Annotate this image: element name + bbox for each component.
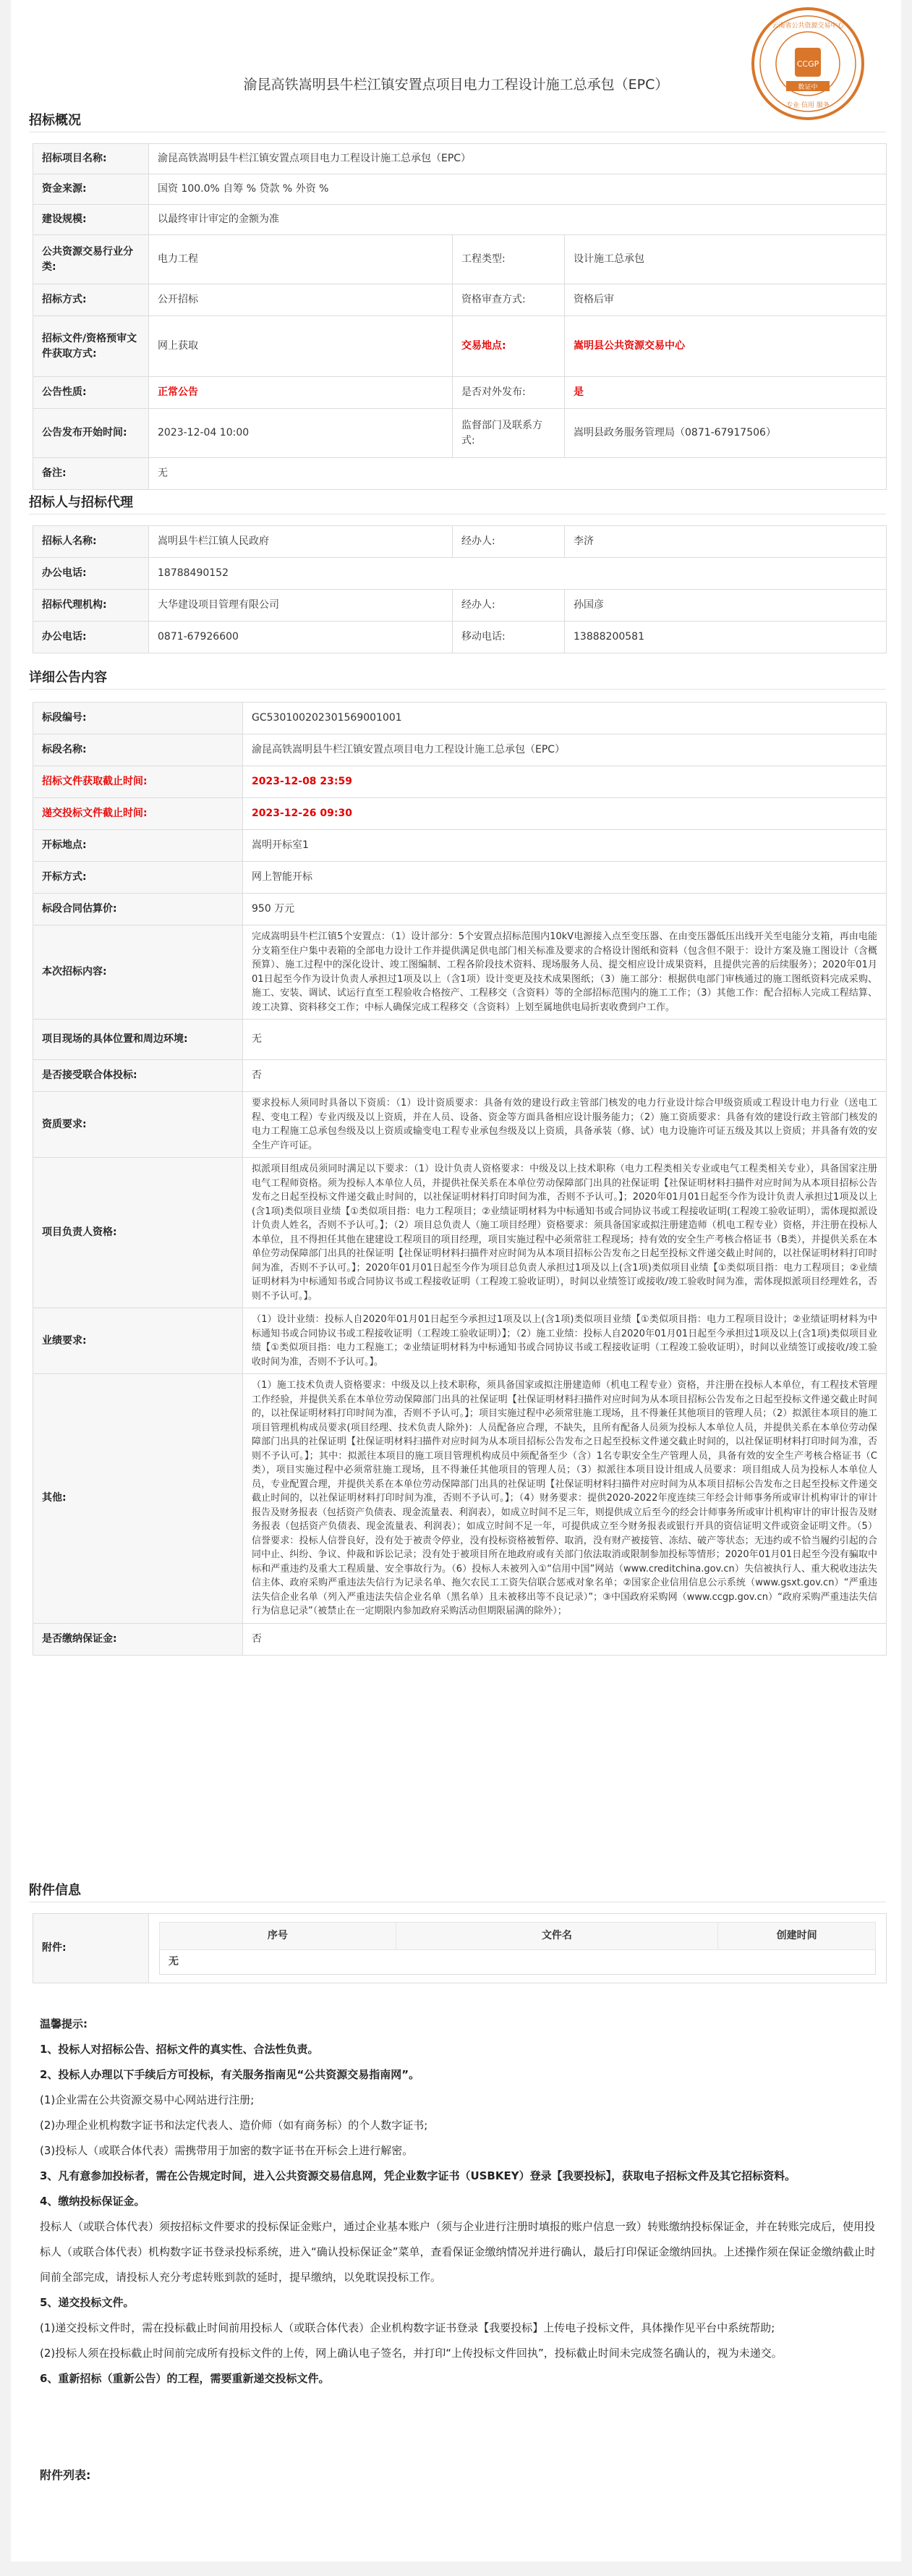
funding-label: 资金来源:	[33, 174, 149, 205]
method-label: 招标方式:	[33, 284, 149, 316]
tips-line: 1、投标人对招标公告、招标文件的真实性、合法性负责。	[40, 2043, 319, 2056]
phone-value: 18788490152	[149, 558, 887, 590]
content-value: 完成嵩明县牛栏江镇5个安置点：（1）设计部分：5个安置点招标范围内10kV电源接入点至变压器、在由变压器低压出线开关至电能分支箱，再由电能分支箱至住户集中表箱的全部电力设计工作并提供满足供电部门相关标准及要求的合格设计图纸和资料（包含但不限于：设计方案及施工图设计（含概预算）、施工过程中的深化设计、竣工图编制、工程各阶段技术资料、现场服务人员、提交相应设计成果资料，且提供完善的后续服务）；2020年01月01日起至今作为设计负责人承担过1项及以上（含1项）设计变更及技术成果图纸；（3）施工部分：根据供电部门审核通过的施工图纸资料完成采购、施工、安装、调试、试运行直至工程验收合格按产、工程移交（含资料）等的全部招标范围内的施工工作；（3）其他工作：配合招标人完成工程结算、竣工决算、资料移交工作；中标人确保完成工程移交（含资料）上划至属地供电局折衷收费到户工作。	[243, 925, 887, 1020]
section-title-overview: 招标概况	[29, 113, 81, 128]
details-table	[33, 702, 887, 1656]
agent-handler-value: 孙国彦	[565, 590, 887, 622]
category-label: 公共资源交易行业分类:	[33, 235, 149, 284]
code-label: 标段编号:	[33, 703, 243, 734]
performance-value: （1）设计业绩：投标人自2020年01月01日起至今承担过1项及以上(含1项)类似项目业绩【①类似项目指：电力工程项目设计；②业绩证明材料为中标通知书或合同协议书或工程接收证明（工程竣工验收证明）】；（2）施工业绩：投标人自2020年01月01日起至今承担过1项及以上(含1项)类似项目业绩【①类似项目指：电力工程施工；②业绩证明材料为中标通知书或合同协议书或工程接收证明（工程竣工验收证明），时间以业绩签订或接收/竣工验收时间为准，否则不予认可。】。	[243, 1308, 887, 1374]
margin-value: 否	[243, 1623, 887, 1655]
estimate-value: 950 万元	[243, 894, 887, 925]
tips-block	[40, 2012, 879, 2391]
agent-phone-value: 0871-67926600	[149, 622, 453, 653]
tips-line: 4、缴纳投标保证金。	[40, 2195, 145, 2208]
deadline-submit-value: 2023-12-26 09:30	[243, 798, 887, 830]
handler-value: 李济	[565, 526, 887, 558]
seal-center-text: CCGP	[796, 59, 819, 69]
deadline-submit-label: 递交投标文件截止时间:	[33, 798, 243, 830]
tips-line: (2)办理企业机构数字证书和法定代表人、造价师（如有商务标）的个人数字证书;	[40, 2119, 428, 2132]
supervisor-value: 嵩明县政务服务管理局（0871-67917506）	[565, 409, 887, 458]
review-value: 资格后审	[565, 284, 887, 316]
open-method-value: 网上智能开标	[243, 862, 887, 894]
tips-line: (3)投标人（或联合体代表）需携带用于加密的数字证书在开标会上进行解密。	[40, 2144, 414, 2157]
section-name-value: 渝昆高铁嵩明县牛栏江镇安置点项目电力工程设计施工总承包（EPC）	[243, 734, 887, 766]
tips-line: (1)递交投标文件时，需在投标截止时间前用投标人（或联合体代表）企业机构数字证书登录【我要投标】上传电子投标文件，具体操作见平台中系统帮助;	[40, 2321, 775, 2334]
agent-phone-label: 办公电话:	[33, 622, 149, 653]
obtain-label: 招标文件/资格预审文件获取方式:	[33, 316, 149, 377]
phone-label: 办公电话:	[33, 558, 149, 590]
agent-label: 招标代理机构:	[33, 590, 149, 622]
publish-time-value: 2023-12-04 10:00	[149, 409, 453, 458]
agent-handler-label: 经办人:	[453, 590, 565, 622]
publish-time-label: 公告发布开始时间:	[33, 409, 149, 458]
section-name-label: 标段名称:	[33, 734, 243, 766]
review-label: 资格审查方式:	[453, 284, 565, 316]
manager-label: 项目负责人资格:	[33, 1158, 243, 1308]
qualification-value: 要求投标人须同时具备以下资质：（1）设计资质要求：具备有效的建设行政主管部门核发的电力行业设计综合甲级资质或工程设计电力行业（送电工程、变电工程）专业丙级及以上资质，并在人员、设备、资金等方面具备相应设计服务能力；（2）施工资质要求：具备有效的建设行政主管部门核发的电力工程施工总承包叁级及以上资质或输变电工程专业承包叁级及以上资质，具备承装（修、试）电力设施许可证五级及其以上资质；并具备有效的安全生产许可证。	[243, 1092, 887, 1158]
joint-value: 否	[243, 1060, 887, 1092]
nature-value: 正常公告	[149, 377, 453, 409]
content-label: 本次招标内容:	[33, 925, 243, 1020]
type-value: 设计施工总承包	[565, 235, 887, 284]
attachments-table	[33, 1913, 887, 1983]
other-value: （1）施工技术负责人资格要求：中级及以上技术职称，须具备国家或拟注册建造师（机电工程专业）资格，并注册在投标人本单位，有工程技术管理工作经验，并提供关系在本单位劳动保障部门出具的社保证明【社保证明材料扫描件对应时间为从本项目招标公告发布之日起至投标文件递交截止时间的，以社保证明材料打印时间为准，否则不予认可。】；项目实施过程中必须常驻施工现场，且不得兼任其他项目的管理人员；（2）拟派往本项目的施工项目管理机构成员要求(项目经理、技术负责人除外)：人员配备应合理，不缺失，且所有配备人员须为投标人本单位人员，并提供关系在本单位劳动保障部门出具的社保证明【社保证明材料扫描件对应时间为从本项目招标公告发布之日起至投标文件递交截止时间的，以社保证明材料打印时间为准，否则不予认可。】；其中：拟派往本项目的施工项目管理机构成员中须配备至少（含）1名专职安全生产管理人员，具备有效的安全生产考核合格证书（C类），项目实施过程中必须常驻施工现场，且不得兼任其他项目的管理人员；（3）拟派往本项目设计组成人员要求：项目组成人员为投标人本单位人员，专业配置合理，并提供关系在本单位劳动保障部门出具的社保证明【社保证明材料扫描件对应时间为从本项目招标公告发布之日起至投标文件递交截止时间的，以社保证明材料打印时间为准，否则不予认可。】；（4）财务要求：提供2020-2022年度连续三年经会计师事务所或审计机构审计的审计报告及财务报表（包括资产负债表、现金流量表、利润表），如成立时间不足三年，则提供成立后至今的经会计师事务所或审计机构审计的审计报告及财务报表（包括资产负债表、现金流量表、利润表）；如成立时间不足一年，可提供成立至今财务报表或银行开具的资信证明文件或资金证明文件。（5）信誉要求：投标人信誉良好，没有处于被责令停业，没有投标资格被暂停、取消，没有财产被接管、冻结、破产等状态；无违约或不恰当履约引起的合同中止、纠纷、争议、仲裁和诉讼记录；没有处于被项目所在地政府或有关部门依法取消或限制参加投标等情形；2020年01月01日起至今没有骗取中标和严重违约及重大工程质量、安全事故行为。（6）投标人未被列入①“信用中国”网站（www.creditchina.gov.cn）失信被执行人、重大税收违法失信主体、政府采购严重违法失信行为记录名单、拖欠农民工工资失信联合惩戒对象名单；②国家企业信用信息公示系统（www.gsxt.gov.cn）“严重违法失信企业名单（列入严重违法失信企业名单（黑名单）且未被移出等不良记录）”；③中国政府采购网（www.ccgp.gov.cn）“政府采购严重违法失信行为信息记录”（被禁止在一定期限内参加政府采购活动但期限届满的除外）；	[243, 1374, 887, 1624]
section-divider	[29, 689, 886, 690]
qualification-label: 资质要求:	[33, 1092, 243, 1158]
seal-ribbon-text: 数证中	[798, 84, 818, 91]
remark-label: 备注:	[33, 458, 149, 490]
location-value: 无	[243, 1020, 887, 1060]
place-label: 交易地点:	[453, 316, 565, 377]
attachment-col-filename: 文件名	[396, 1923, 718, 1950]
supervisor-label: 监督部门及联系方式:	[453, 409, 565, 458]
code-value: GC5301002023015690010​01	[243, 703, 887, 734]
open-place-label: 开标地点:	[33, 830, 243, 862]
section-title-attachments: 附件信息	[29, 1883, 81, 1898]
nature-label: 公告性质:	[33, 377, 149, 409]
method-value: 公开招标	[149, 284, 453, 316]
performance-label: 业绩要求:	[33, 1308, 243, 1374]
notice-page	[11, 0, 901, 2562]
remark-value: 无	[149, 458, 887, 490]
other-label: 其他:	[33, 1374, 243, 1624]
scale-value: 以最终审计审定的金额为准	[149, 205, 887, 235]
margin-label: 是否缴纳保证金:	[33, 1623, 243, 1655]
attachments-inner-table	[159, 1922, 876, 1975]
obtain-value: 网上获取	[149, 316, 453, 377]
joint-label: 是否接受联合体投标:	[33, 1060, 243, 1092]
tenderer-value: 嵩明县牛栏江镇人民政府	[149, 526, 453, 558]
section-title-details: 详细公告内容	[29, 670, 107, 685]
mobile-value: 13888200581	[565, 622, 887, 653]
mobile-label: 移动电话:	[453, 622, 565, 653]
agent-value: 大华建设项目管理有限公司	[149, 590, 453, 622]
category-value: 电力工程	[149, 235, 453, 284]
handler-label: 经办人:	[453, 526, 565, 558]
project-name-label: 招标项目名称:	[33, 144, 149, 174]
funding-value: 国资 100.0% 自筹 % 贷款 % 外资 %	[149, 174, 887, 205]
tips-lines	[40, 2037, 879, 2391]
page-title: 渝昆高铁嵩明县牛栏江镇安置点项目电力工程设计施工总承包（EPC）	[243, 77, 669, 93]
location-label: 项目现场的具体位置和周边环境:	[33, 1020, 243, 1060]
open-method-label: 开标方式:	[33, 862, 243, 894]
tips-line: (1)企业需在公共资源交易中心网站进行注册;	[40, 2093, 255, 2106]
deadline-get-value: 2023-12-08 23:59	[243, 766, 887, 798]
attachments-empty: 无	[160, 1950, 876, 1975]
tips-line: 3、凡有意参加投标者，需在公告规定时间，进入公共资源交易信息网，凭企业数字证书（USBKEY）登录【我要投标】，获取电子招标文件及其它招标资料。	[40, 2169, 796, 2182]
deadline-get-label: 招标文件获取截止时间:	[33, 766, 243, 798]
section-title-people: 招标人与招标代理	[29, 495, 133, 510]
foreign-value: 是	[565, 377, 887, 409]
seal-bottom-text: 专业 信用 服务	[786, 102, 830, 109]
foreign-label: 是否对外发布:	[453, 377, 565, 409]
type-label: 工程类型:	[453, 235, 565, 284]
tips-line: (2)投标人须在投标截止时间前完成所有投标文件的上传，网上确认电子签名，并打印“上传投标文件回执”，投标截止时间未完成签名确认的，视为未递交。	[40, 2347, 783, 2360]
attachment-col-index: 序号	[160, 1923, 396, 1950]
manager-value: 拟派项目组成员须同时满足以下要求：（1）设计负责人资格要求：中级及以上技术职称（电力工程类相关专业或电气工程类相关专业），具备国家注册电气工程师资格。须为投标人本单位人员，并提供社保关系在本单位劳动保障部门出具的社保证明【社保证明材料扫描件对应时间为从本项目招标公告发布之日起至投标文件递交截止时间的，以社保证明材料打印时间为准，否则不予认可。】；2020年01月01日起至今作为设计负责人承担过1项及以上(含1项)类似项目业绩【①类似项目指：电力工程项目；②业绩证明材料为中标通知书或合同协议书或工程接收证明(工程竣工验收证明），需体现拟派设计负责人姓名，否则不予认可。】；（2）项目总负责人（施工项目经理）资格要求：须具备国家或拟注册建造师（机电工程专业）资格，并注册在投标人本单位，且不得担任其他在建建设工程项目的项目经理，项目实施过程中必须常驻工程现场；持有效的安全生产考核合格证书（B类），并提供关系在本单位劳动保障部门出具的社保证明【社保证明材料扫描件对应时间为从本项目招标公告发布之日起至投标文件递交截止时间的，以社保证明材料打印时间为准，否则不予认可。】；2020年01月01日起至今作为项目总负责人承担过1项及以上(含1项)类似项目业绩【①类似项目指：电力工程项目；②业绩证明材料为中标通知书或合同协议书或工程接收证明（工程竣工验收证明），时间以业绩签订或接收/竣工验收时间为准，需体现拟派项目经理姓名，否则不予认可。】。	[243, 1158, 887, 1308]
seal-logo	[750, 6, 866, 122]
project-name-value: 渝昆高铁嵩明县牛栏江镇安置点项目电力工程设计施工总承包（EPC）	[149, 144, 887, 174]
overview-table	[33, 143, 887, 490]
estimate-label: 标段合同估算价:	[33, 894, 243, 925]
open-place-value: 嵩明开标室1	[243, 830, 887, 862]
attachments-label: 附件:	[33, 1914, 149, 1983]
attachment-list-label: 附件列表:	[40, 2468, 91, 2482]
seal-top-text: 云南省公共资源交易中心	[772, 22, 844, 30]
tips-line: 6、重新招标（重新公告）的工程，需要重新递交投标文件。	[40, 2372, 330, 2385]
tips-title: 温馨提示:	[40, 2017, 88, 2030]
tenderer-label: 招标人名称:	[33, 526, 149, 558]
people-table	[33, 525, 887, 653]
place-value: 嵩明县公共资源交易中心	[565, 316, 887, 377]
attachment-col-created: 创建时间	[718, 1923, 876, 1950]
scale-label: 建设规模:	[33, 205, 149, 235]
tips-line: 5、递交投标文件。	[40, 2296, 135, 2309]
tips-line: 2、投标人办理以下手续后方可投标，有关服务指南见“公共资源交易指南网”。	[40, 2068, 420, 2081]
tips-line: 投标人（或联合体代表）须按招标文件要求的投标保证金账户，通过企业基本账户（须与企业进行注册时填报的账户信息一致）转账缴纳投标保证金，并在转账完成后，使用投标人（或联合体代表）机构数字证书登录投标系统，进入“确认投标保证金”菜单，查看保证金缴纳情况并进行确认，最后打印保证金缴纳回执。上述操作须在保证金缴纳截止时间前全部完成，请投标人充分考虑转账到款的延时，提早缴纳，以免耽误投标工作。	[40, 2220, 876, 2284]
